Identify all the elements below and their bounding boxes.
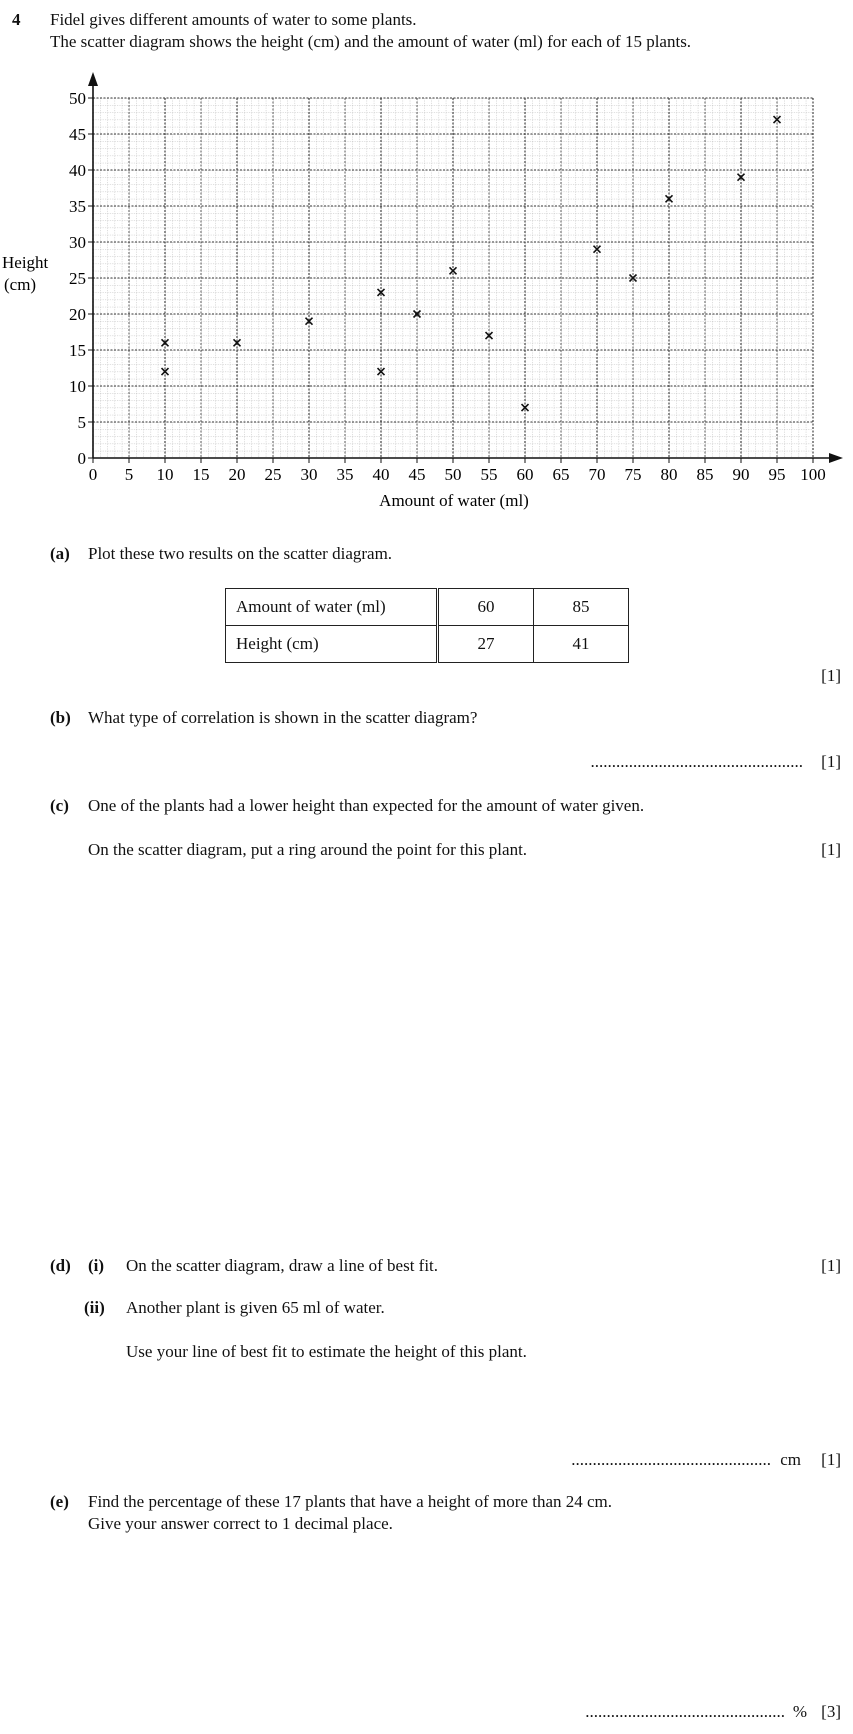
y-tick-labels: [69, 89, 93, 468]
x-tick-label: 25: [264, 465, 282, 484]
data-table: [225, 588, 629, 663]
y-axis-label-line2: (cm): [4, 275, 37, 294]
part-b-mark: [1]: [821, 752, 841, 771]
x-tick-label: 5: [124, 465, 134, 484]
x-tick-label: 75: [624, 465, 642, 484]
y-tick-label: 0: [77, 449, 86, 468]
x-tick-label: 80: [660, 465, 678, 484]
part-b-text: What type of correlation is shown in the scatter diagram?: [88, 708, 478, 727]
x-tick-label: 50: [444, 465, 462, 484]
table-cell: 27: [438, 626, 534, 663]
part-a-mark: [1]: [821, 666, 841, 685]
y-tick-label: 25: [69, 269, 86, 288]
x-tick-label: 85: [696, 465, 714, 484]
x-tick-labels: [89, 458, 826, 484]
x-axis-label: Amount of water (ml): [379, 491, 529, 510]
part-d-ii-label: (ii): [84, 1298, 105, 1317]
part-d-ii-text1: Another plant is given 65 ml of water.: [126, 1298, 385, 1317]
part-e-answer-line[interactable]: ...............................................: [585, 1702, 785, 1721]
table-cell: Height (cm): [226, 626, 438, 663]
x-tick-label: 95: [768, 465, 786, 484]
x-tick-label: 65: [552, 465, 570, 484]
x-tick-label: 15: [192, 465, 210, 484]
x-tick-label: 35: [336, 465, 354, 484]
y-tick-label: 45: [69, 125, 86, 144]
question-intro-line1: Fidel gives different amounts of water to some plants.: [50, 10, 417, 29]
x-tick-label: 60: [516, 465, 534, 484]
part-c-text2: On the scatter diagram, put a ring around the point for this plant.: [88, 840, 528, 859]
y-tick-label: 35: [69, 197, 86, 216]
question-intro-line2: The scatter diagram shows the height (cm) and the amount of water (ml) for each of 15 plants.: [50, 32, 692, 51]
part-c-text1: One of the plants had a lower height than expected for the amount of water given.: [88, 796, 645, 815]
part-a-label: (a): [50, 544, 70, 563]
x-axis-arrow: [829, 453, 843, 463]
part-d-i-mark: [1]: [821, 1256, 841, 1275]
x-tick-label: 20: [228, 465, 246, 484]
part-d-ii-text2: Use your line of best fit to estimate the height of this plant.: [126, 1342, 527, 1361]
y-tick-label: 40: [69, 161, 86, 180]
part-e-text2: Give your answer correct to 1 decimal place.: [88, 1514, 393, 1533]
table-cell: 85: [534, 589, 629, 626]
y-axis-arrow: [88, 72, 98, 86]
table-row: [226, 626, 629, 663]
major-grid: [93, 98, 813, 458]
part-b-label: (b): [50, 708, 71, 727]
part-e-text1: Find the percentage of these 17 plants that have a height of more than 24 cm.: [88, 1492, 613, 1511]
part-a-text: Plot these two results on the scatter diagram.: [88, 544, 393, 563]
table-row: [226, 589, 629, 626]
x-tick-label: 70: [588, 465, 606, 484]
x-tick-label: 100: [800, 465, 826, 484]
part-e-label: (e): [50, 1492, 69, 1511]
part-e-unit: %: [792, 1702, 807, 1721]
part-d-ii-unit: cm: [780, 1450, 801, 1469]
table-cell: Amount of water (ml): [226, 589, 438, 626]
question-number: 4: [12, 10, 21, 29]
x-tick-label: 45: [408, 465, 426, 484]
part-c-label: (c): [50, 796, 69, 815]
y-tick-label: 15: [69, 341, 86, 360]
y-axis-label-line1: Height: [2, 253, 49, 272]
part-e-mark: [3]: [821, 1702, 841, 1721]
part-d-ii-answer-line[interactable]: ...............................................: [571, 1450, 771, 1469]
x-tick-label: 40: [372, 465, 390, 484]
part-d-i-label: (i): [88, 1256, 105, 1275]
x-tick-label: 55: [480, 465, 498, 484]
x-tick-label: 10: [156, 465, 174, 484]
part-b-answer-line[interactable]: ..................................................: [590, 752, 803, 771]
part-d-label: (d): [50, 1256, 71, 1275]
table-cell: 60: [438, 589, 534, 626]
scatter-diagram[interactable]: [0, 66, 853, 516]
y-tick-label: 30: [69, 233, 86, 252]
table-cell: 41: [534, 626, 629, 663]
y-tick-label: 50: [69, 89, 86, 108]
part-c-mark: [1]: [821, 840, 841, 859]
y-tick-label: 10: [69, 377, 86, 396]
x-tick-label: 30: [300, 465, 318, 484]
y-tick-label: 20: [69, 305, 86, 324]
y-tick-label: 5: [77, 413, 86, 432]
part-d-ii-mark: [1]: [821, 1450, 841, 1469]
x-tick-label: 90: [732, 465, 750, 484]
part-d-i-text: On the scatter diagram, draw a line of best fit.: [126, 1256, 439, 1275]
x-tick-label: 0: [88, 465, 98, 484]
